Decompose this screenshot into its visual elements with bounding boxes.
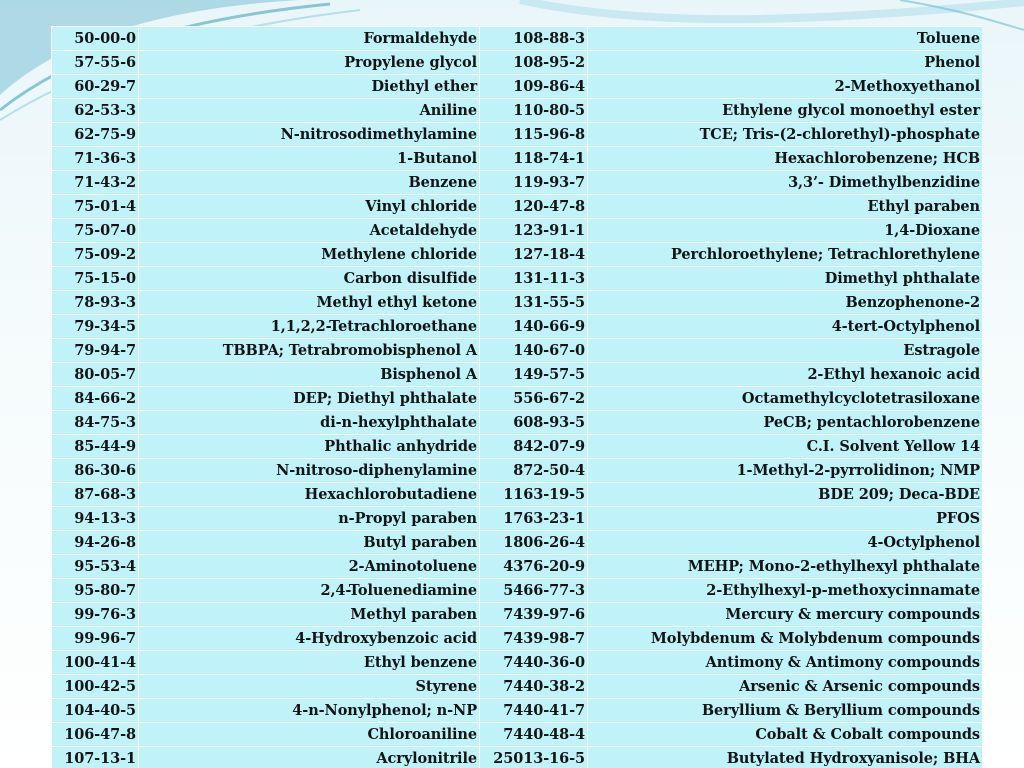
- table-body: [52, 27, 983, 768]
- cas-number-cell: 95-53-4: [52, 555, 139, 579]
- table-row: [52, 747, 983, 768]
- cas-number-cell: 107-13-1: [52, 747, 139, 768]
- cas-number-cell: 78-93-3: [52, 291, 139, 315]
- cas-number-cell: 106-47-8: [52, 723, 139, 747]
- cas-number-cell: 50-00-0: [52, 27, 139, 51]
- cas-number-cell: 86-30-6: [52, 459, 139, 483]
- cas-number-cell: 108-95-2: [480, 51, 588, 75]
- chemical-name-cell: Diethyl ether: [139, 75, 480, 99]
- chemical-name-cell: di-n-hexylphthalate: [139, 411, 480, 435]
- table-row: [52, 315, 983, 339]
- cas-number-cell: 123-91-1: [480, 219, 588, 243]
- table-row: [52, 555, 983, 579]
- chemical-name-cell: Bisphenol A: [139, 363, 480, 387]
- cas-number-cell: 120-47-8: [480, 195, 588, 219]
- chemical-name-cell: Beryllium & Beryllium compounds: [588, 699, 983, 723]
- chemical-name-cell: Estragole: [588, 339, 983, 363]
- table-row: [52, 219, 983, 243]
- chemical-name-cell: 2-Ethylhexyl-p-methoxycinnamate: [588, 579, 983, 603]
- chemical-name-cell: DEP; Diethyl phthalate: [139, 387, 480, 411]
- cas-number-cell: 94-26-8: [52, 531, 139, 555]
- cas-number-cell: 100-41-4: [52, 651, 139, 675]
- table-row: [52, 195, 983, 219]
- chemical-name-cell: 3,3’- Dimethylbenzidine: [588, 171, 983, 195]
- cas-number-cell: 99-76-3: [52, 603, 139, 627]
- cas-number-cell: 1806-26-4: [480, 531, 588, 555]
- table-row: [52, 675, 983, 699]
- chemical-name-cell: Benzene: [139, 171, 480, 195]
- chemical-name-cell: MEHP; Mono-2-ethylhexyl phthalate: [588, 555, 983, 579]
- chemical-name-cell: Methyl paraben: [139, 603, 480, 627]
- chemical-name-cell: Benzophenone-2: [588, 291, 983, 315]
- chemical-name-cell: 4-n-Nonylphenol; n-NP: [139, 699, 480, 723]
- table-row: [52, 411, 983, 435]
- chemical-name-cell: PFOS: [588, 507, 983, 531]
- cas-number-cell: 556-67-2: [480, 387, 588, 411]
- table-row: [52, 75, 983, 99]
- chemical-list-table-container: [51, 26, 982, 768]
- chemical-name-cell: Methylene chloride: [139, 243, 480, 267]
- chemical-name-cell: Octamethylcyclotetrasiloxane: [588, 387, 983, 411]
- cas-number-cell: 87-68-3: [52, 483, 139, 507]
- chemical-name-cell: 4-tert-Octylphenol: [588, 315, 983, 339]
- cas-number-cell: 118-74-1: [480, 147, 588, 171]
- chemical-name-cell: PeCB; pentachlorobenzene: [588, 411, 983, 435]
- chemical-name-cell: Toluene: [588, 27, 983, 51]
- chemical-name-cell: Propylene glycol: [139, 51, 480, 75]
- cas-number-cell: 1163-19-5: [480, 483, 588, 507]
- cas-number-cell: 108-88-3: [480, 27, 588, 51]
- cas-number-cell: 115-96-8: [480, 123, 588, 147]
- chemical-name-cell: 1,4-Dioxane: [588, 219, 983, 243]
- chemical-name-cell: Acetaldehyde: [139, 219, 480, 243]
- chemical-name-cell: 1-Methyl-2-pyrrolidinon; NMP: [588, 459, 983, 483]
- table-row: [52, 483, 983, 507]
- cas-number-cell: 140-66-9: [480, 315, 588, 339]
- chemical-name-cell: Butyl paraben: [139, 531, 480, 555]
- chemical-name-cell: N-nitroso-diphenylamine: [139, 459, 480, 483]
- cas-number-cell: 872-50-4: [480, 459, 588, 483]
- table-row: [52, 291, 983, 315]
- chemical-name-cell: Chloroaniline: [139, 723, 480, 747]
- chemical-name-cell: BDE 209; Deca-BDE: [588, 483, 983, 507]
- chemical-name-cell: Vinyl chloride: [139, 195, 480, 219]
- cas-number-cell: 79-94-7: [52, 339, 139, 363]
- table-row: [52, 171, 983, 195]
- table-row: [52, 459, 983, 483]
- chemical-name-cell: 1,1,2,2-Tetrachloroethane: [139, 315, 480, 339]
- cas-number-cell: 99-96-7: [52, 627, 139, 651]
- table-row: [52, 147, 983, 171]
- cas-number-cell: 110-80-5: [480, 99, 588, 123]
- cas-number-cell: 842-07-9: [480, 435, 588, 459]
- chemical-name-cell: Phenol: [588, 51, 983, 75]
- cas-number-cell: 7439-97-6: [480, 603, 588, 627]
- table-row: [52, 27, 983, 51]
- chemical-name-cell: Molybdenum & Molybdenum compounds: [588, 627, 983, 651]
- cas-number-cell: 57-55-6: [52, 51, 139, 75]
- chemical-name-cell: 4-Octylphenol: [588, 531, 983, 555]
- cas-number-cell: 7439-98-7: [480, 627, 588, 651]
- chemical-name-cell: Butylated Hydroxyanisole; BHA: [588, 747, 983, 768]
- cas-number-cell: 109-86-4: [480, 75, 588, 99]
- cas-number-cell: 7440-36-0: [480, 651, 588, 675]
- cas-number-cell: 75-07-0: [52, 219, 139, 243]
- table-row: [52, 507, 983, 531]
- cas-number-cell: 75-09-2: [52, 243, 139, 267]
- table-row: [52, 363, 983, 387]
- chemical-name-cell: Styrene: [139, 675, 480, 699]
- cas-number-cell: 1763-23-1: [480, 507, 588, 531]
- chemical-name-cell: Dimethyl phthalate: [588, 267, 983, 291]
- cas-number-cell: 127-18-4: [480, 243, 588, 267]
- cas-number-cell: 149-57-5: [480, 363, 588, 387]
- table-row: [52, 387, 983, 411]
- cas-number-cell: 71-43-2: [52, 171, 139, 195]
- cas-number-cell: 140-67-0: [480, 339, 588, 363]
- chemical-name-cell: TBBPA; Tetrabromobisphenol A: [139, 339, 480, 363]
- cas-number-cell: 85-44-9: [52, 435, 139, 459]
- chemical-list-table: [51, 26, 982, 768]
- chemical-name-cell: 2-Aminotoluene: [139, 555, 480, 579]
- table-row: [52, 267, 983, 291]
- chemical-name-cell: Cobalt & Cobalt compounds: [588, 723, 983, 747]
- cas-number-cell: 84-66-2: [52, 387, 139, 411]
- cas-number-cell: 75-15-0: [52, 267, 139, 291]
- cas-number-cell: 79-34-5: [52, 315, 139, 339]
- chemical-name-cell: TCE; Tris-(2-chlorethyl)-phosphate: [588, 123, 983, 147]
- cas-number-cell: 119-93-7: [480, 171, 588, 195]
- table-row: [52, 51, 983, 75]
- chemical-name-cell: Ethyl benzene: [139, 651, 480, 675]
- table-row: [52, 123, 983, 147]
- chemical-name-cell: n-Propyl paraben: [139, 507, 480, 531]
- cas-number-cell: 4376-20-9: [480, 555, 588, 579]
- cas-number-cell: 84-75-3: [52, 411, 139, 435]
- cas-number-cell: 131-55-5: [480, 291, 588, 315]
- cas-number-cell: 5466-77-3: [480, 579, 588, 603]
- cas-number-cell: 7440-38-2: [480, 675, 588, 699]
- table-row: [52, 699, 983, 723]
- chemical-name-cell: Mercury & mercury compounds: [588, 603, 983, 627]
- chemical-name-cell: Phthalic anhydride: [139, 435, 480, 459]
- table-row: [52, 603, 983, 627]
- chemical-name-cell: Formaldehyde: [139, 27, 480, 51]
- chemical-name-cell: Ethyl paraben: [588, 195, 983, 219]
- chemical-name-cell: 2-Methoxyethanol: [588, 75, 983, 99]
- chemical-name-cell: 2-Ethyl hexanoic acid: [588, 363, 983, 387]
- cas-number-cell: 62-75-9: [52, 123, 139, 147]
- chemical-name-cell: N-nitrosodimethylamine: [139, 123, 480, 147]
- chemical-name-cell: Arsenic & Arsenic compounds: [588, 675, 983, 699]
- chemical-name-cell: 4-Hydroxybenzoic acid: [139, 627, 480, 651]
- chemical-name-cell: Carbon disulfide: [139, 267, 480, 291]
- cas-number-cell: 80-05-7: [52, 363, 139, 387]
- cas-number-cell: 62-53-3: [52, 99, 139, 123]
- table-row: [52, 339, 983, 363]
- chemical-name-cell: Antimony & Antimony compounds: [588, 651, 983, 675]
- table-row: [52, 243, 983, 267]
- chemical-name-cell: Acrylonitrile: [139, 747, 480, 768]
- chemical-name-cell: Ethylene glycol monoethyl ester: [588, 99, 983, 123]
- chemical-name-cell: Perchloroethylene; Tetrachlorethylene: [588, 243, 983, 267]
- table-row: [52, 627, 983, 651]
- table-row: [52, 723, 983, 747]
- cas-number-cell: 71-36-3: [52, 147, 139, 171]
- table-row: [52, 651, 983, 675]
- cas-number-cell: 104-40-5: [52, 699, 139, 723]
- cas-number-cell: 7440-48-4: [480, 723, 588, 747]
- chemical-name-cell: 2,4-Toluenediamine: [139, 579, 480, 603]
- cas-number-cell: 131-11-3: [480, 267, 588, 291]
- chemical-name-cell: Methyl ethyl ketone: [139, 291, 480, 315]
- chemical-name-cell: Aniline: [139, 99, 480, 123]
- chemical-name-cell: C.I. Solvent Yellow 14: [588, 435, 983, 459]
- cas-number-cell: 25013-16-5: [480, 747, 588, 768]
- table-row: [52, 435, 983, 459]
- table-row: [52, 99, 983, 123]
- cas-number-cell: 94-13-3: [52, 507, 139, 531]
- table-row: [52, 531, 983, 555]
- cas-number-cell: 608-93-5: [480, 411, 588, 435]
- cas-number-cell: 7440-41-7: [480, 699, 588, 723]
- chemical-name-cell: Hexachlorobutadiene: [139, 483, 480, 507]
- chemical-name-cell: Hexachlorobenzene; HCB: [588, 147, 983, 171]
- chemical-name-cell: 1-Butanol: [139, 147, 480, 171]
- cas-number-cell: 95-80-7: [52, 579, 139, 603]
- cas-number-cell: 100-42-5: [52, 675, 139, 699]
- cas-number-cell: 75-01-4: [52, 195, 139, 219]
- cas-number-cell: 60-29-7: [52, 75, 139, 99]
- table-row: [52, 579, 983, 603]
